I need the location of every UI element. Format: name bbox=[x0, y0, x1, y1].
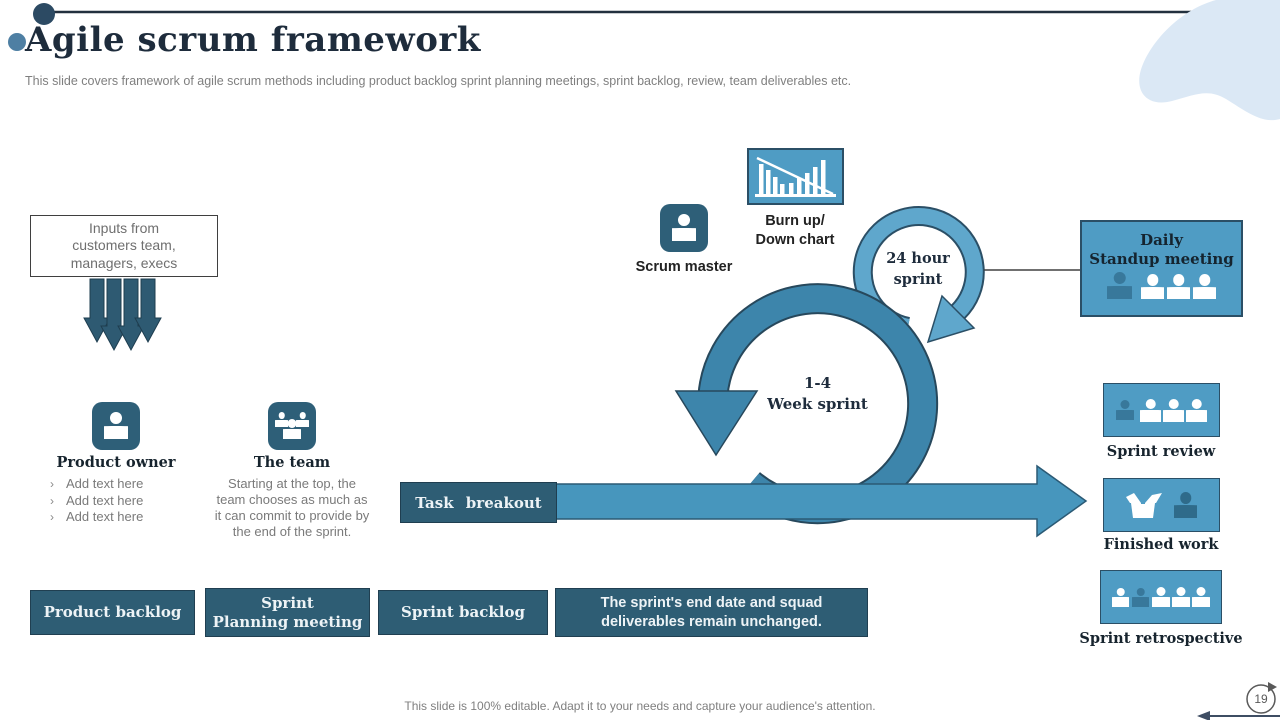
day-sprint-label bbox=[868, 248, 968, 290]
person-icon bbox=[1192, 587, 1210, 607]
bullet-text: Add text here bbox=[66, 509, 144, 524]
burn-chart-icon bbox=[747, 148, 844, 205]
person-icon bbox=[1163, 399, 1184, 422]
person-icon bbox=[283, 419, 301, 439]
box-label-line: The sprint's end date and squad bbox=[600, 594, 823, 611]
bullet-marker: › bbox=[50, 493, 54, 508]
inputs-line3: managers, execs bbox=[70, 254, 178, 271]
person-icon bbox=[1172, 587, 1190, 607]
page-subtitle: This slide covers framework of agile scrum methods including product backlog sprint planning meetings, sprint backlog, review, team deliverables etc. bbox=[25, 74, 852, 88]
product-owner-label: Product owner bbox=[56, 454, 176, 471]
sprint-backlog-box bbox=[378, 590, 548, 635]
person-icon bbox=[1112, 588, 1129, 607]
bullet-text: Add text here bbox=[66, 492, 144, 508]
burn-chart-label bbox=[735, 212, 855, 250]
person-icon bbox=[1141, 274, 1164, 299]
finished-work-label: Finished work bbox=[1103, 536, 1219, 553]
open-box-icon bbox=[1126, 490, 1170, 520]
corner-blob-shape bbox=[1139, 0, 1280, 120]
person-icon bbox=[1116, 400, 1134, 420]
person-icon bbox=[1193, 274, 1216, 299]
week-sprint-line2: Week sprint bbox=[767, 395, 868, 413]
bar-chart-icon bbox=[749, 150, 842, 203]
sprint-retrospective-label: Sprint retrospective bbox=[1079, 630, 1243, 647]
person-icon bbox=[1152, 587, 1170, 607]
down-arrows-icon bbox=[84, 279, 161, 350]
person-icon bbox=[1167, 274, 1190, 299]
person-icon bbox=[104, 412, 128, 439]
box-label-line: deliverables remain unchanged. bbox=[601, 613, 822, 630]
scrum-master-icon bbox=[660, 204, 708, 252]
corner-dot-small bbox=[8, 33, 26, 51]
bullet-item bbox=[50, 509, 143, 526]
product-backlog-box bbox=[30, 590, 195, 635]
footer-line-arrowhead bbox=[1197, 711, 1210, 720]
person-icon bbox=[1140, 399, 1161, 422]
week-sprint-label bbox=[755, 373, 880, 415]
inputs-line1: Inputs from bbox=[88, 219, 160, 236]
inputs-box bbox=[30, 215, 218, 277]
burn-chart-label-line1: Burn up/ bbox=[765, 213, 825, 229]
bullet-item bbox=[50, 493, 143, 510]
task-breakout-box bbox=[400, 482, 557, 523]
week-sprint-line1: 1-4 bbox=[803, 374, 832, 392]
inputs-line2: customers team, bbox=[72, 237, 176, 254]
people-group-icon bbox=[1107, 272, 1216, 299]
day-sprint-line2: sprint bbox=[893, 271, 943, 288]
page-title: Agile scrum framework bbox=[25, 20, 481, 60]
daily-standup-line1: Daily bbox=[1140, 231, 1183, 249]
person-icon bbox=[1132, 588, 1149, 607]
team-description: Starting at the top, the team chooses as much as it can commit to provide by the end of the sprint. bbox=[214, 476, 370, 539]
sprint-review-image bbox=[1103, 383, 1220, 437]
box-label-line: Sprint backlog bbox=[401, 603, 525, 621]
team-icon bbox=[268, 402, 316, 450]
scrum-master-label: Scrum master bbox=[635, 259, 733, 275]
person-icon bbox=[1186, 399, 1207, 422]
person-icon bbox=[1174, 492, 1197, 518]
bullet-item bbox=[50, 476, 143, 493]
box-label-line: Sprint bbox=[261, 593, 314, 612]
daily-standup-line2: Standup meeting bbox=[1089, 250, 1234, 268]
box-label-line: Product backlog bbox=[43, 603, 182, 621]
burn-chart-label-line2: Down chart bbox=[755, 232, 835, 248]
bullet-text: Add text here bbox=[66, 476, 144, 491]
footer-note: This slide is 100% editable. Adapt it to your needs and capture your audience's attention. bbox=[404, 699, 876, 713]
person-icon bbox=[672, 214, 696, 241]
box-label-line: Planning meeting bbox=[212, 612, 363, 631]
sprint-review-label: Sprint review bbox=[1106, 443, 1216, 460]
person-icon bbox=[1107, 272, 1132, 299]
product-owner-icon bbox=[92, 402, 140, 450]
bullet-marker: › bbox=[50, 510, 54, 524]
daily-standup-box bbox=[1080, 220, 1243, 317]
task-breakout-label: Task breakout bbox=[415, 493, 542, 512]
product-owner-bullets bbox=[50, 476, 143, 526]
bullet-marker: › bbox=[50, 477, 54, 491]
team-label: The team bbox=[253, 454, 331, 471]
sprint-end-date-box bbox=[555, 588, 868, 637]
finished-work-image bbox=[1103, 478, 1220, 532]
page-number: 19 bbox=[1254, 692, 1268, 706]
sprint-retrospective-image bbox=[1100, 570, 1222, 624]
day-sprint-line1: 24 hour bbox=[886, 250, 950, 267]
sprint-planning-box bbox=[205, 588, 370, 637]
